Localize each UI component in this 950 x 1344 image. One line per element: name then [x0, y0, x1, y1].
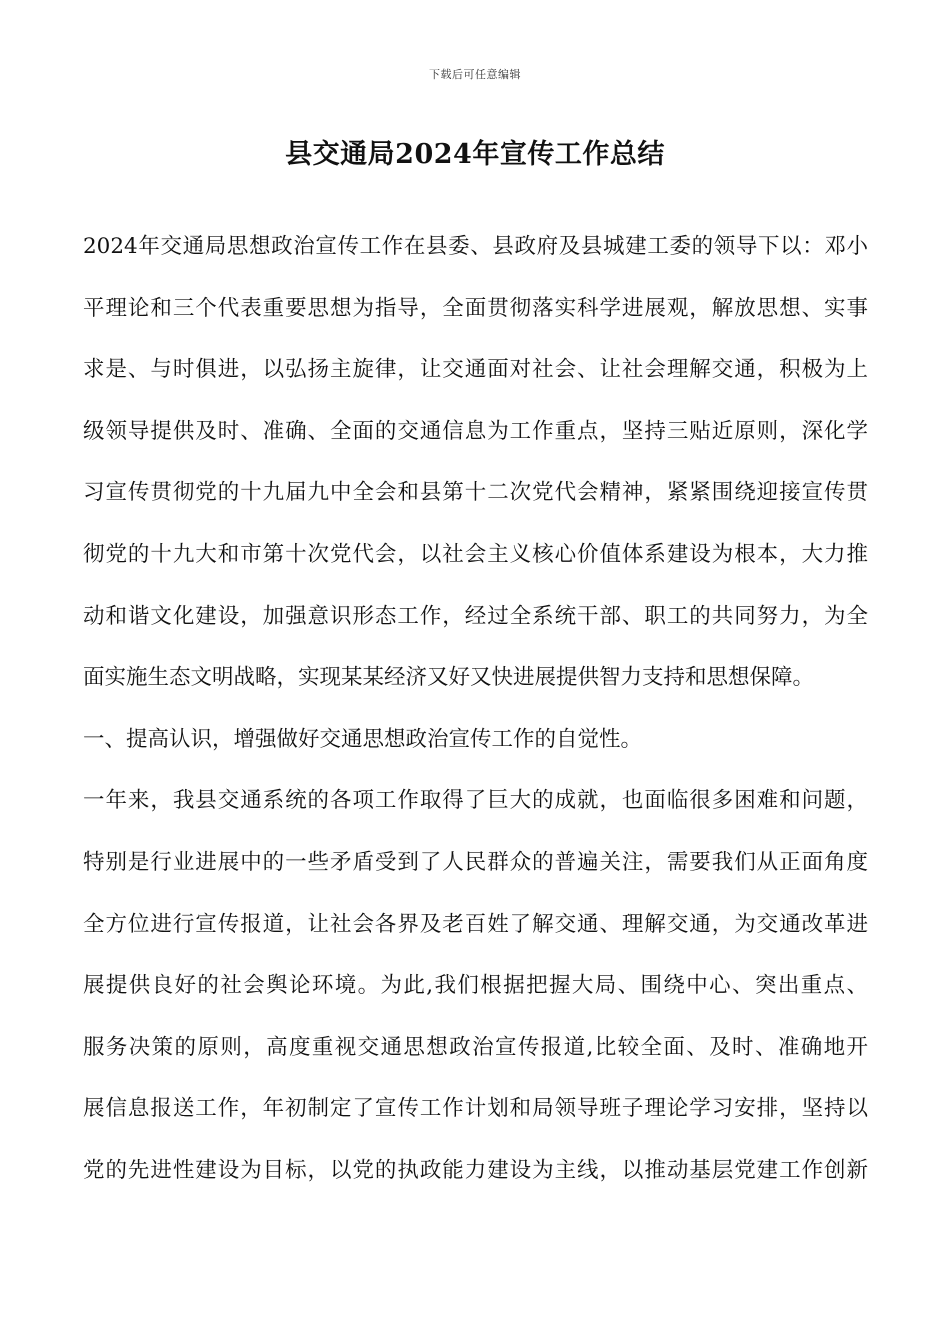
document-body [83, 216, 868, 1202]
section-heading: 一、提高认识，增强做好交通思想政治宣传工作的自觉性。 [83, 726, 643, 752]
paragraph-line: 全方位进行宣传报道，让社会各界及老百姓了解交通、理解交通，为交通改革进 [83, 911, 868, 937]
paragraph-line: 彻党的十九大和市第十次党代会，以社会主义核心价值体系建设为根本，大力推 [83, 541, 868, 567]
paragraph-line: 求是、与时俱进，以弘扬主旋律，让交通面对社会、让社会理解交通，积极为上 [83, 357, 868, 383]
paragraph-line: 面实施生态文明战略，实现某某经济又好又快进展提供智力支持和思想保障。 [83, 665, 815, 691]
paragraph-line: 2024年交通局思想政治宣传工作在县委、县政府及县城建工委的领导下以：邓小 [83, 234, 868, 259]
paragraph-line: 展信息报送工作，年初制定了宣传工作计划和局领导班子理论学习安排，坚持以 [83, 1096, 868, 1122]
paragraph-line: 服务决策的原则，高度重视交通思想政治宣传报道,比较全面、及时、准确地开 [83, 1034, 868, 1060]
paragraph-line: 党的先进性建设为目标，以党的执政能力建设为主线，以推动基层党建工作创新 [83, 1157, 868, 1183]
document-title: 县交通局2024年宣传工作总结 [285, 139, 665, 170]
paragraph-line: 平理论和三个代表重要思想为指导，全面贯彻落实科学进展观，解放思想、实事 [83, 295, 868, 321]
paragraph-line: 展提供良好的社会舆论环境。为此,我们根据把握大局、围绕中心、突出重点、 [83, 973, 868, 999]
paragraph-line: 习宣传贯彻党的十九届九中全会和县第十二次党代会精神，紧紧围绕迎接宣传贯 [83, 480, 868, 506]
paragraph-line: 级领导提供及时、准确、全面的交通信息为工作重点，坚持三贴近原则，深化学 [83, 418, 868, 444]
header-note: 下载后可任意编辑 [429, 68, 521, 81]
paragraph-line: 动和谐文化建设，加强意识形态工作，经过全系统干部、职工的共同努力，为全 [83, 603, 868, 629]
paragraph-line: 特别是行业进展中的一些矛盾受到了人民群众的普遍关注，需要我们从正面角度 [83, 849, 868, 875]
paragraph-line: 一年来，我县交通系统的各项工作取得了巨大的成就，也面临很多困难和问题， [83, 788, 868, 814]
